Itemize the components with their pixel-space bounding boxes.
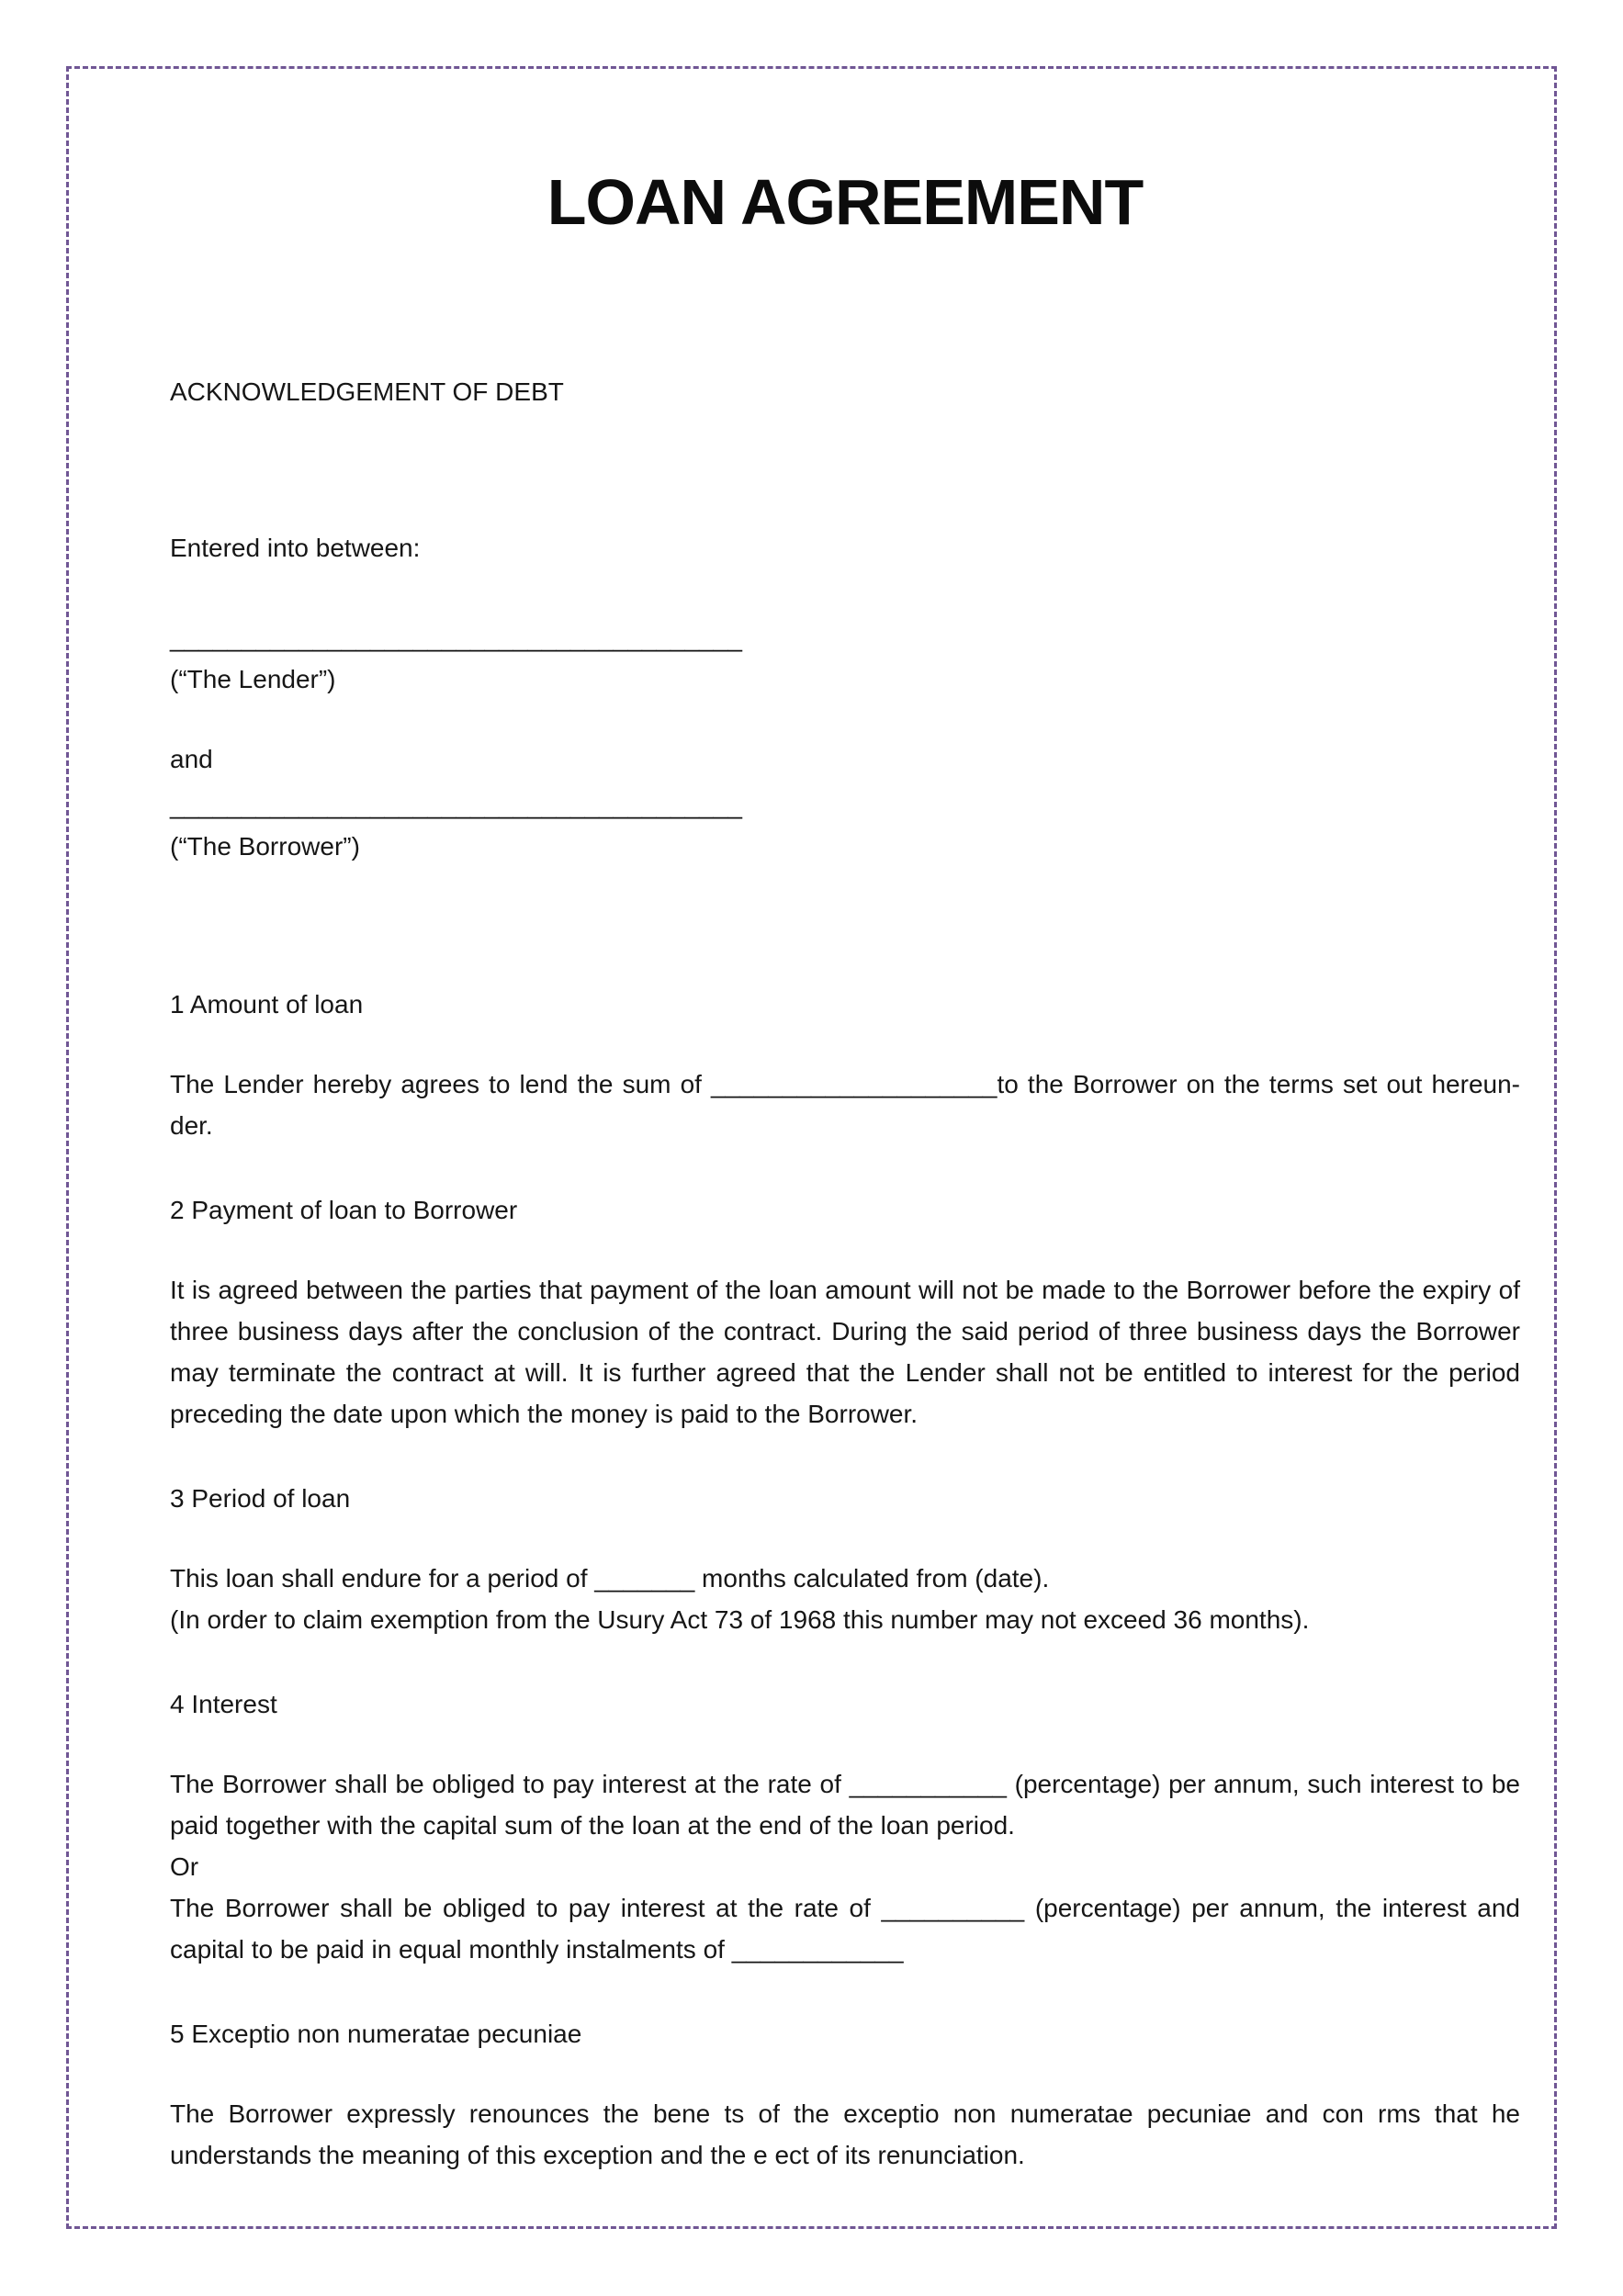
document-subtitle: ACKNOWLEDGEMENT OF DEBT bbox=[170, 377, 564, 406]
section-4-clause-1: The Borrower shall be obliged to pay interest at the rate of ___________ (percentage) per annum, such interest to be paid together with the capital sum of the loan at the end of the loan period. bbox=[170, 1770, 1520, 1840]
section-4-or: Or bbox=[170, 1852, 199, 1881]
lender-name-blank-line: ________________________________________ bbox=[170, 624, 742, 652]
section-2-body: It is agreed between the parties that payment of the loan amount will not be made to the Borrower before the expiry of three business days after the conclusion of the contract. During the said period of three business days the Borrower may terminate the contract at will. It is further agreed that the Lender shall not be entitled to interest for the period preceding the date upon which the money is paid to the Borrower. bbox=[170, 1276, 1520, 1428]
section-3-heading: 3 Period of loan bbox=[170, 1484, 351, 1513]
document-title: LOAN AGREEMENT bbox=[547, 166, 1144, 238]
document-content bbox=[170, 66, 1520, 2176]
section-1-body: The Lender hereby agrees to lend the sum of ____________________to the Borrower on the terms set out hereun-der. bbox=[170, 1070, 1520, 1140]
borrower-name-blank-line: ________________________________________ bbox=[170, 791, 742, 819]
section-5-heading: 5 Exceptio non numeratae pecuniae bbox=[170, 2020, 582, 2048]
parties-conjunction: and bbox=[170, 745, 213, 773]
section-4-clause-2: The Borrower shall be obliged to pay interest at the rate of __________ (percentage) per annum, the interest and capital to be paid in equal monthly instalments of ____________ bbox=[170, 1894, 1520, 1964]
section-3-body bbox=[170, 1558, 1520, 1640]
borrower-label: (“The Borrower”) bbox=[170, 832, 360, 861]
section-2-heading: 2 Payment of loan to Borrower bbox=[170, 1196, 518, 1224]
lender-label: (“The Lender”) bbox=[170, 665, 336, 693]
section-1-heading: 1 Amount of loan bbox=[170, 990, 364, 1019]
parties-intro: Entered into between: bbox=[170, 534, 421, 562]
section-5-body: The Borrower expressly renounces the bene ts of the exceptio non numeratae pecuniae and con rms that he understands the meaning of this exception and the e ect of its renunciation. bbox=[170, 2099, 1520, 2169]
section-4-heading: 4 Interest bbox=[170, 1690, 277, 1718]
section-3-line-1: This loan shall endure for a period of _______ months calculated from (date). bbox=[170, 1564, 1050, 1593]
section-4-body bbox=[170, 1763, 1520, 1970]
section-3-line-2: (In order to claim exemption from the Usury Act 73 of 1968 this number may not exceed 36 months). bbox=[170, 1605, 1310, 1634]
